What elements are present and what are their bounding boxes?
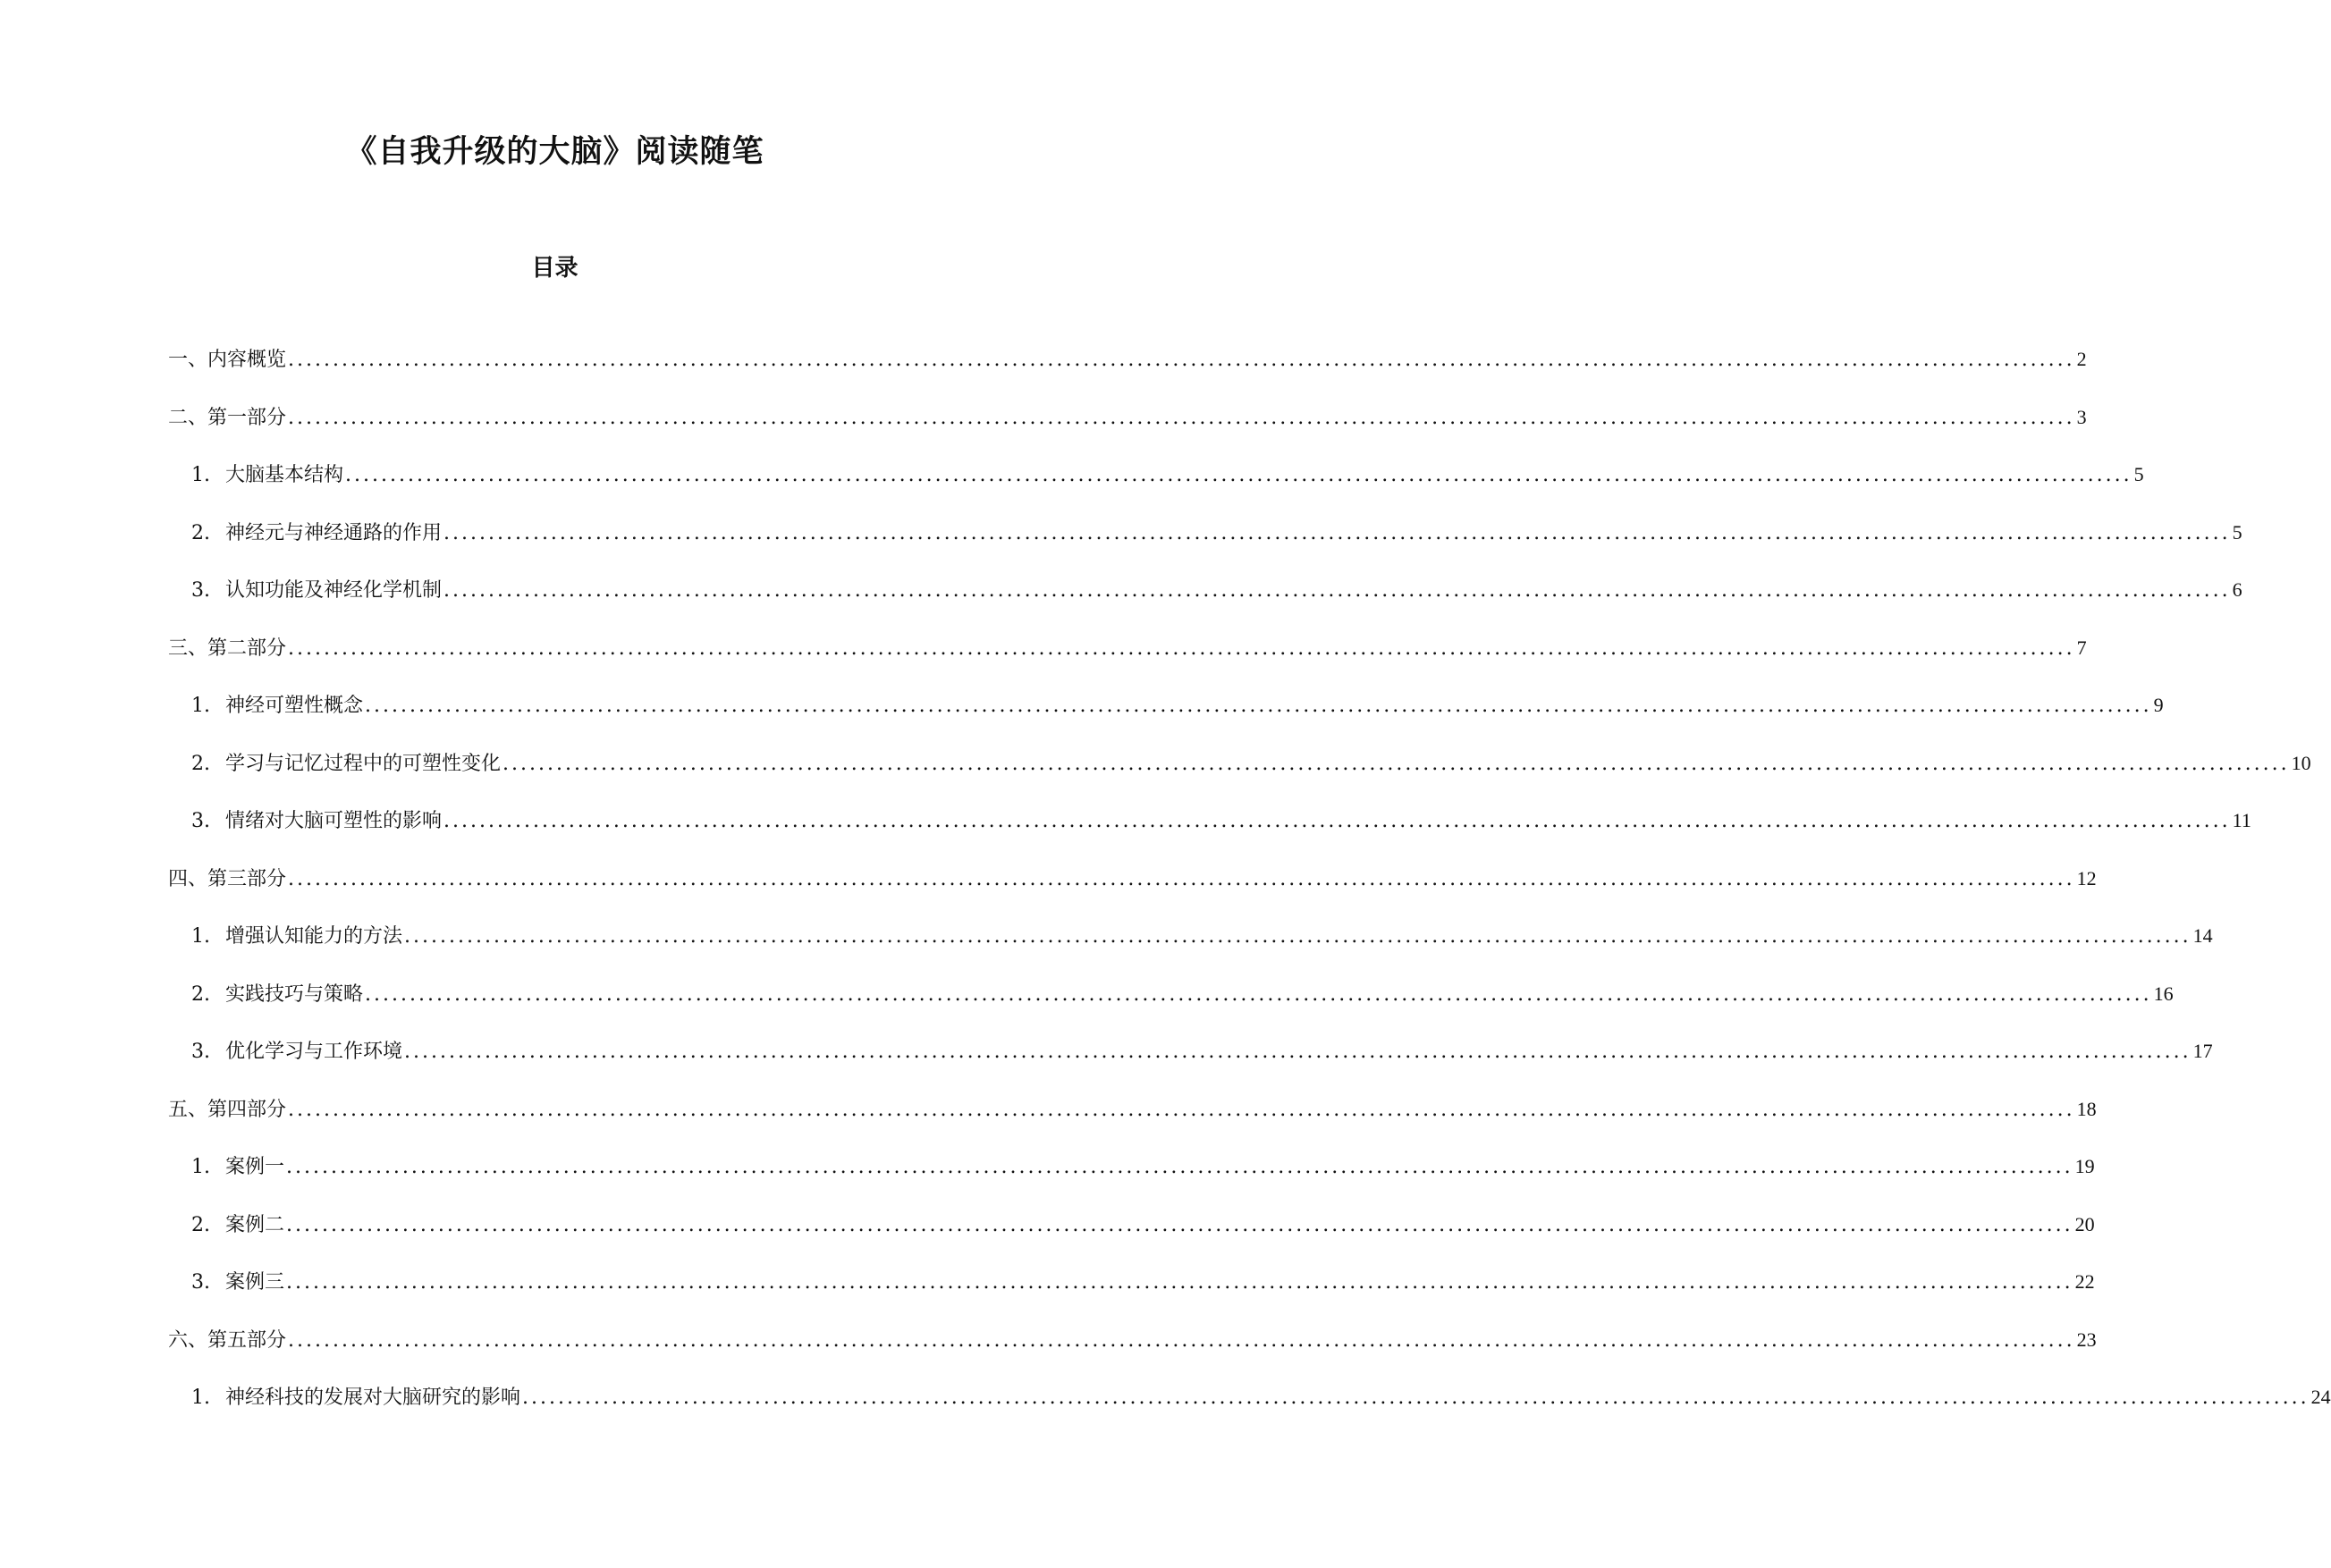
toc-entry-number: 3. — [191, 810, 210, 832]
toc-entry-number: 3. — [191, 1041, 210, 1063]
toc-page-number: 10 — [2291, 751, 2311, 774]
toc-entry-title: 神经元与神经通路的作用 — [225, 521, 443, 544]
toc-entry-title: 大脑基本结构 — [225, 464, 344, 486]
toc-page-number: 23 — [2076, 1328, 2097, 1351]
toc-dot-leader: ........................................................................................................................................................................................................ — [443, 521, 2231, 544]
toc-entry-title: 学习与记忆过程中的可塑性变化 — [225, 752, 502, 775]
toc-entry[interactable] — [168, 633, 2087, 663]
toc-page-number: 17 — [2192, 1040, 2213, 1062]
toc-page-number: 5 — [2232, 520, 2242, 544]
toc-page-number: 11 — [2232, 809, 2251, 831]
toc-dot-leader: ........................................................................................................................................................................................................ — [345, 464, 2133, 486]
toc-dot-leader: ........................................................................................................................................................................................................ — [286, 1156, 2073, 1178]
toc-page-number: 18 — [2076, 1097, 2097, 1120]
toc-entry[interactable] — [191, 921, 2213, 951]
toc-dot-leader: ........................................................................................................................................................................................................ — [288, 1098, 2075, 1121]
toc-entry-title: 情绪对大脑可塑性的影响 — [225, 810, 443, 832]
toc-entry-title: 认知功能及神经化学机制 — [225, 579, 443, 602]
toc-entry[interactable] — [191, 1036, 2213, 1066]
toc-entry[interactable] — [168, 1094, 2097, 1125]
toc-page-number: 19 — [2074, 1155, 2095, 1177]
toc-entry[interactable] — [191, 1151, 2095, 1182]
toc-page-number: 16 — [2153, 982, 2174, 1005]
toc-page-number: 22 — [2074, 1270, 2095, 1293]
toc-entry-number: 3. — [191, 1271, 210, 1294]
toc-dot-leader: ........................................................................................................................................................................................................ — [522, 1387, 2310, 1409]
toc-dot-leader: ........................................................................................................................................................................................................ — [288, 349, 2075, 371]
toc-entry-title: 五、第四部分 — [168, 1098, 287, 1121]
toc-page-number: 2 — [2076, 348, 2087, 370]
toc-dot-leader: ........................................................................................................................................................................................................ — [404, 925, 2192, 948]
document-title: 《自我升级的大脑》阅读随笔 — [345, 134, 764, 170]
toc-page-number: 12 — [2076, 866, 2097, 889]
toc-dot-leader: ........................................................................................................................................................................................................ — [365, 695, 2152, 717]
toc-dot-leader: ........................................................................................................................................................................................................ — [288, 636, 2075, 660]
toc-entry-title: 案例一 — [225, 1156, 285, 1178]
toc-dot-leader: ........................................................................................................................................................................................................ — [288, 406, 2075, 429]
toc-entry[interactable] — [168, 344, 2087, 375]
toc-dot-leader: ........................................................................................................................................................................................................ — [286, 1213, 2073, 1236]
toc-entry-title: 神经科技的发展对大脑研究的影响 — [225, 1387, 521, 1409]
toc-entry-number: 2. — [191, 521, 210, 544]
toc-entry-number: 1. — [191, 695, 210, 717]
toc-entry-title: 优化学习与工作环境 — [225, 1041, 403, 1063]
toc-entry[interactable] — [168, 402, 2087, 433]
toc-entry[interactable] — [168, 1325, 2097, 1355]
toc-entry-title: 实践技巧与策略 — [225, 982, 364, 1006]
toc-entry-number: 1. — [191, 1387, 210, 1409]
toc-entry-title: 六、第五部分 — [168, 1328, 287, 1352]
toc-heading: 目录 — [531, 255, 579, 282]
toc-entry-title: 一、内容概览 — [168, 349, 287, 371]
toc-entry[interactable] — [191, 748, 2311, 779]
toc-dot-leader: ........................................................................................................................................................................................................ — [503, 752, 2290, 775]
toc-entry-title: 神经可塑性概念 — [225, 695, 364, 717]
toc-entry[interactable] — [168, 864, 2097, 894]
toc-entry-number: 2. — [191, 752, 210, 775]
toc-page-number: 9 — [2153, 694, 2164, 716]
toc-entry-title: 三、第二部分 — [168, 636, 287, 660]
toc-entry-number: 2. — [191, 982, 210, 1006]
toc-page-number: 7 — [2076, 636, 2087, 659]
toc-entry[interactable] — [191, 690, 2164, 721]
toc-dot-leader: ........................................................................................................................................................................................................ — [286, 1271, 2073, 1294]
toc-entry-title: 二、第一部分 — [168, 406, 287, 429]
toc-entry[interactable] — [191, 1382, 2331, 1412]
toc-entry-number: 1. — [191, 464, 210, 486]
toc-dot-leader: ........................................................................................................................................................................................................ — [404, 1041, 2192, 1063]
toc-entry-number: 2. — [191, 1213, 210, 1236]
toc-entry[interactable] — [191, 979, 2174, 1009]
toc-dot-leader: ........................................................................................................................................................................................................ — [288, 867, 2075, 890]
toc-entry[interactable] — [191, 1267, 2095, 1297]
toc-entry-title: 案例二 — [225, 1213, 285, 1236]
toc-page-number: 24 — [2310, 1386, 2331, 1408]
toc-entry[interactable] — [191, 575, 2242, 605]
toc-entry-title: 案例三 — [225, 1271, 285, 1294]
toc-dot-leader: ........................................................................................................................................................................................................ — [443, 810, 2231, 832]
toc-page-number: 6 — [2232, 578, 2242, 601]
toc-entry[interactable] — [191, 459, 2144, 490]
toc-entry-number: 1. — [191, 1156, 210, 1178]
toc-dot-leader: ........................................................................................................................................................................................................ — [288, 1328, 2075, 1352]
toc-page-number: 3 — [2076, 405, 2087, 428]
toc-page-number: 5 — [2133, 463, 2144, 485]
toc-page-number: 14 — [2192, 924, 2213, 947]
toc-entry[interactable] — [191, 1210, 2095, 1240]
toc-entry-title: 四、第三部分 — [168, 867, 287, 890]
toc-entry[interactable] — [191, 518, 2242, 548]
toc-entry-title: 增强认知能力的方法 — [225, 925, 403, 948]
toc-entry-number: 1. — [191, 925, 210, 948]
toc-entry[interactable] — [191, 805, 2251, 836]
toc-entry-number: 3. — [191, 579, 210, 602]
toc-page-number: 20 — [2074, 1212, 2095, 1235]
toc-dot-leader: ........................................................................................................................................................................................................ — [365, 982, 2152, 1006]
toc-dot-leader: ........................................................................................................................................................................................................ — [443, 579, 2231, 602]
